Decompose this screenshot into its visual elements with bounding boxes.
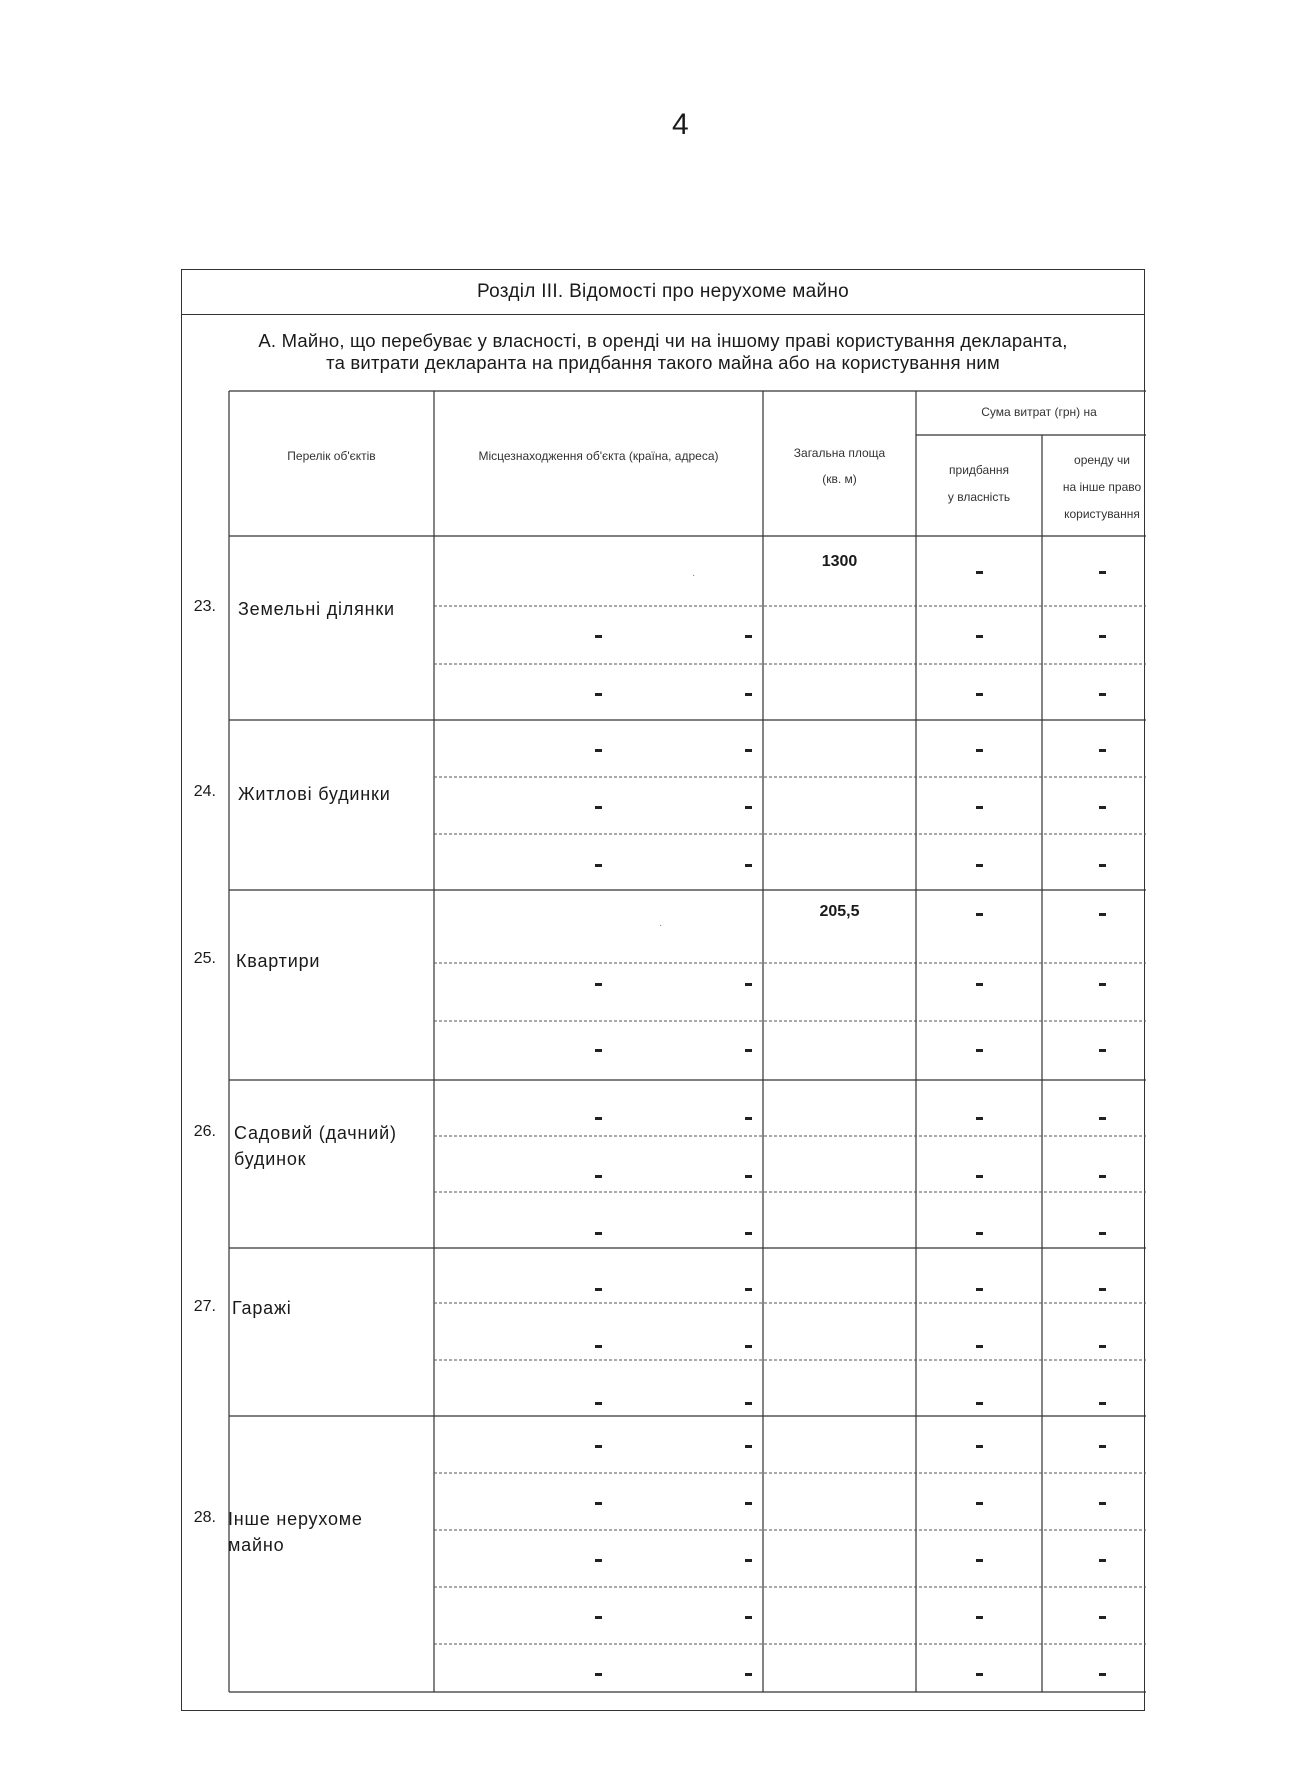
empty-value-dash <box>976 635 983 638</box>
row-label-houses <box>238 781 391 807</box>
empty-value-dash <box>1099 1445 1106 1448</box>
empty-value-dash <box>1099 983 1106 986</box>
header-rent <box>1042 447 1162 528</box>
page-number: 4 <box>672 108 689 141</box>
empty-value-dash <box>595 864 602 867</box>
empty-value-dash <box>745 806 752 809</box>
empty-value-dash <box>745 1673 752 1676</box>
empty-value-dash <box>595 1673 602 1676</box>
empty-value-dash <box>1099 1402 1106 1405</box>
empty-value-dash <box>595 749 602 752</box>
empty-value-dash <box>595 1117 602 1120</box>
empty-value-dash <box>1099 749 1106 752</box>
empty-value-dash <box>1099 1117 1106 1120</box>
empty-value-dash <box>976 806 983 809</box>
empty-value-dash <box>1099 864 1106 867</box>
scan-mark: · <box>692 570 696 581</box>
empty-value-dash <box>1099 1049 1106 1052</box>
empty-value-dash <box>976 1345 983 1348</box>
empty-value-dash <box>595 1175 602 1178</box>
row-label-line-1: Інше нерухоме <box>228 1509 363 1529</box>
empty-value-dash <box>976 1402 983 1405</box>
empty-value-dash <box>745 1117 752 1120</box>
empty-value-dash <box>745 1232 752 1235</box>
empty-value-dash <box>595 693 602 696</box>
empty-value-dash <box>595 1502 602 1505</box>
empty-value-dash <box>595 1288 602 1291</box>
empty-value-dash <box>1099 806 1106 809</box>
header-area <box>763 440 916 492</box>
header-area-line-2: (кв. м) <box>822 472 857 486</box>
subtitle-line-1: А. Майно, що перебуває у власності, в оренді чи на іншому праві користування декларанта, <box>258 330 1068 351</box>
row-number-24: 24. <box>193 783 216 800</box>
row-label-apartments <box>236 948 320 974</box>
row-number-27: 27. <box>193 1298 216 1315</box>
empty-value-dash <box>976 1673 983 1676</box>
empty-value-dash <box>745 1049 752 1052</box>
empty-value-dash <box>745 1559 752 1562</box>
header-purchase-line-1: придбання <box>949 463 1009 477</box>
subtitle-line-2: та витрати декларанта на придбання такого майна або на користування ним <box>326 352 1000 373</box>
header-expenses-group: Сума витрат (грн) на <box>981 405 1097 419</box>
row-label-line-2: будинок <box>234 1149 307 1169</box>
area-value-land: 1300 <box>821 553 858 570</box>
empty-value-dash <box>745 749 752 752</box>
header-purchase <box>916 457 1042 511</box>
section-title: Розділ III. Відомості про нерухоме майно <box>182 270 1144 315</box>
empty-value-dash <box>745 1445 752 1448</box>
empty-value-dash <box>1099 913 1106 916</box>
empty-value-dash <box>1099 1288 1106 1291</box>
header-rent-line-3: користування <box>1064 507 1140 521</box>
empty-value-dash <box>976 1117 983 1120</box>
row-label-other-property <box>228 1506 363 1558</box>
row-label-line-1: Гаражі <box>232 1298 292 1318</box>
empty-value-dash <box>976 1175 983 1178</box>
empty-value-dash <box>745 864 752 867</box>
header-objects: Перелік об'єктів <box>287 449 376 463</box>
header-purchase-line-2: у власність <box>947 490 1011 504</box>
empty-value-dash <box>976 693 983 696</box>
row-label-line-1: Житлові будинки <box>238 784 391 804</box>
row-number-28: 28. <box>193 1509 216 1526</box>
empty-value-dash <box>595 1616 602 1619</box>
empty-value-dash <box>976 864 983 867</box>
empty-value-dash <box>976 1445 983 1448</box>
row-label-line-1: Земельні ділянки <box>238 599 395 619</box>
empty-value-dash <box>976 1616 983 1619</box>
row-label-line-1: Садовий (дачний) <box>234 1123 397 1143</box>
empty-value-dash <box>1099 1616 1106 1619</box>
empty-value-dash <box>1099 1502 1106 1505</box>
scan-mark: · <box>659 920 663 931</box>
empty-value-dash <box>1099 635 1106 638</box>
empty-value-dash <box>745 1402 752 1405</box>
empty-value-dash <box>595 983 602 986</box>
row-label-land <box>238 596 395 622</box>
empty-value-dash <box>976 913 983 916</box>
empty-value-dash <box>745 1345 752 1348</box>
header-rent-line-2: на інше право <box>1062 480 1142 494</box>
area-value-apartments: 205,5 <box>819 903 860 920</box>
empty-value-dash <box>1099 1673 1106 1676</box>
header-rent-line-1: оренду чи <box>1074 453 1130 467</box>
empty-value-dash <box>745 1616 752 1619</box>
empty-value-dash <box>745 1288 752 1291</box>
empty-value-dash <box>1099 1232 1106 1235</box>
empty-value-dash <box>745 1502 752 1505</box>
empty-value-dash <box>595 1445 602 1448</box>
empty-value-dash <box>745 1175 752 1178</box>
row-label-garden-house <box>234 1120 397 1172</box>
header-location: Місцезнаходження об'єкта (країна, адреса) <box>478 449 719 463</box>
empty-value-dash <box>1099 571 1106 574</box>
empty-value-dash <box>976 1049 983 1052</box>
empty-value-dash <box>1099 693 1106 696</box>
empty-value-dash <box>745 635 752 638</box>
real-estate-form <box>181 269 1145 1711</box>
empty-value-dash <box>976 1288 983 1291</box>
row-label-line-1: Квартири <box>236 951 321 971</box>
empty-value-dash <box>595 1402 602 1405</box>
row-number-23: 23. <box>193 598 216 615</box>
empty-value-dash <box>1099 1345 1106 1348</box>
empty-value-dash <box>745 693 752 696</box>
empty-value-dash <box>1099 1175 1106 1178</box>
empty-value-dash <box>595 1559 602 1562</box>
row-label-garages <box>232 1295 292 1321</box>
empty-value-dash <box>595 1345 602 1348</box>
empty-value-dash <box>595 635 602 638</box>
empty-value-dash <box>976 1502 983 1505</box>
empty-value-dash <box>595 806 602 809</box>
empty-value-dash <box>595 1232 602 1235</box>
empty-value-dash <box>976 1559 983 1562</box>
row-label-line-2: майно <box>228 1535 285 1555</box>
row-number-26: 26. <box>193 1123 216 1140</box>
row-number-25: 25. <box>193 950 216 967</box>
empty-value-dash <box>976 1232 983 1235</box>
empty-value-dash <box>745 983 752 986</box>
empty-value-dash <box>595 1049 602 1052</box>
header-area-line-1: Загальна площа <box>793 446 886 460</box>
empty-value-dash <box>976 983 983 986</box>
empty-value-dash <box>976 749 983 752</box>
empty-value-dash <box>1099 1559 1106 1562</box>
empty-value-dash <box>976 571 983 574</box>
